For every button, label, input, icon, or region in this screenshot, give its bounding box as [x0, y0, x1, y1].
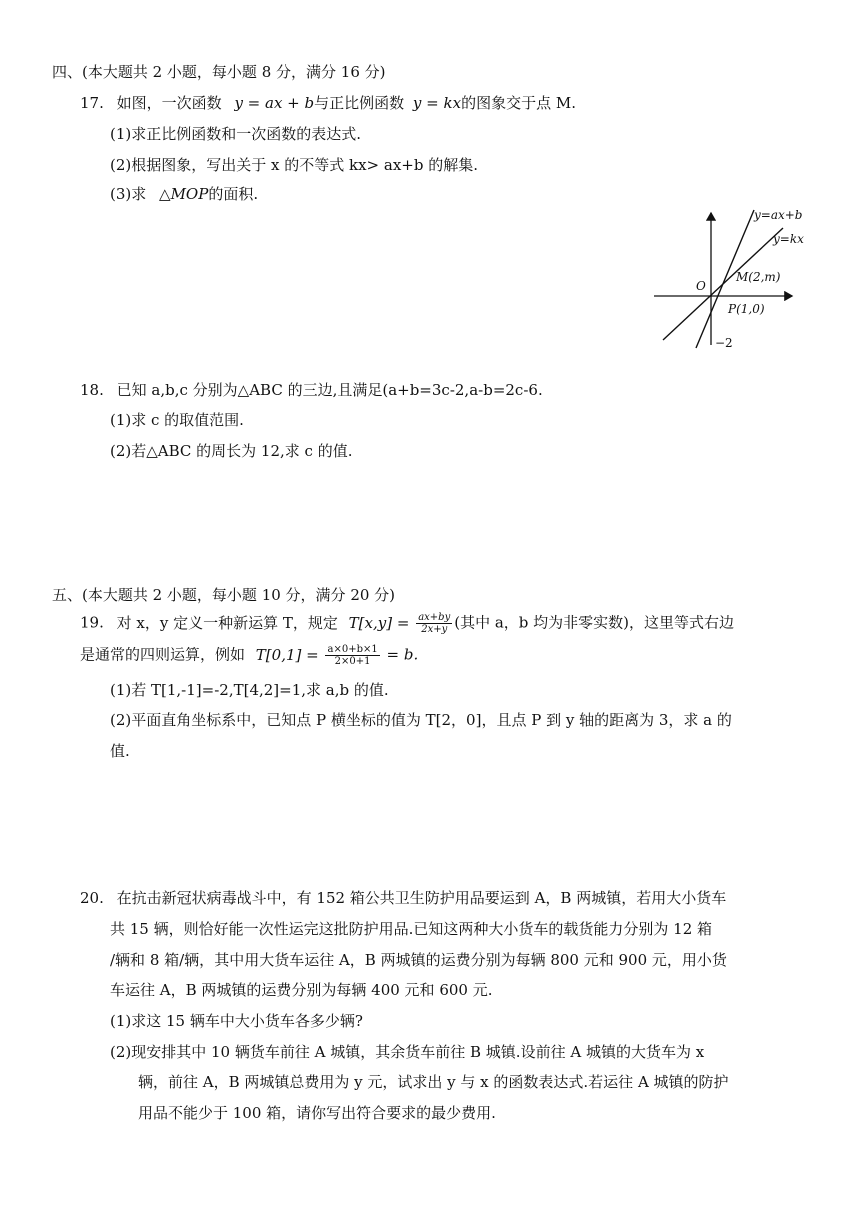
q19-def-lhs: T[x,y] =: [348, 613, 410, 632]
q19-example-fraction: [325, 644, 379, 667]
q17-text-c: 的图象交于点 M.: [461, 94, 576, 112]
q19-example-rhs: = b.: [386, 645, 419, 664]
q19-line-2: [80, 644, 418, 667]
question-18-number: 18.: [80, 381, 104, 399]
q17-part-3: [110, 184, 258, 204]
q17-part-3-text-a: (3)求: [110, 185, 147, 203]
q18-part-1: (1)求 c 的取值范围.: [110, 411, 244, 429]
label-point-p: P(1,0): [728, 302, 765, 316]
label-line-kx: y=kx: [773, 232, 804, 246]
q18-text: 已知 a,b,c 分别为△ABC 的三边,且满足(a+b=3c-2,a-b=2c-6.: [116, 381, 543, 399]
q20-line-2: 共 15 辆，则恰好能一次性运完这批防护用品.已知这两种大小货车的载货能力分别为 12 箱: [110, 920, 713, 938]
q19-def-numerator: ax+by: [418, 612, 451, 623]
q20-part-2-line-1: (2)现安排其中 10 辆货车前往 A 城镇，其余货车前往 B 城镇.设前往 A 城镇的大货车为 x: [110, 1043, 705, 1061]
question-19-number: 19.: [80, 613, 104, 632]
q17-part-3-text-b: 的面积.: [208, 185, 259, 203]
q20-part-2-line-2: 辆，前往 A，B 两城镇总费用为 y 元，试求出 y 与 x 的函数表达式.若运往 A 城镇的防护: [138, 1073, 729, 1091]
question-20-number: 20.: [80, 889, 104, 907]
q19-example-denominator: 2×0+1: [334, 656, 371, 667]
q17-part-2: (2)根据图象，写出关于 x 的不等式 kx> ax+b 的解集.: [110, 156, 479, 174]
label-line-ax-b: y=ax+b: [754, 208, 803, 222]
q20-part-2-line-3: 用品不能少于 100 箱，请你写出符合要求的最少费用.: [138, 1104, 496, 1122]
q19-example-lhs: T[0,1] =: [255, 645, 319, 664]
question-18-stem: [80, 380, 543, 400]
q17-text-b: 与正比例函数: [314, 94, 405, 112]
question-17-stem: [80, 93, 576, 113]
q19-text-b: (其中 a，b 均为非零实数)，这里等式右边: [454, 613, 735, 632]
q18-part-2: (2)若△ABC 的周长为 12,求 c 的值.: [110, 442, 353, 460]
q17-equation-linear: y = ax + b: [234, 94, 315, 112]
q17-equation-proportional: y = kx: [412, 94, 462, 112]
q20-part-1: (1)求这 15 辆车中大小货车各多少辆?: [110, 1012, 363, 1030]
section-5-header: 五、(本大题共 2 小题，每小题 10 分，满分 20 分): [52, 586, 396, 604]
q19-def-fraction: [416, 612, 452, 635]
q19-example-numerator: a×0+b×1: [327, 644, 378, 655]
q20-line-4: 车运往 A，B 两城镇的运费分别为每辆 400 元和 600 元.: [110, 981, 493, 999]
q19-def-denominator: 2x+y: [421, 624, 448, 635]
label-origin: O: [696, 279, 706, 293]
q19-text-a: 对 x，y 定义一种新运算 T，规定: [116, 613, 338, 632]
question-17-number: 17.: [80, 94, 104, 112]
question-19-stem: [80, 612, 734, 635]
label-point-m: M(2,m): [736, 270, 781, 284]
q19-part-1: (1)若 T[1,-1]=-2,T[4,2]=1,求 a,b 的值.: [110, 681, 389, 699]
question-20-line-1: [80, 888, 726, 908]
q17-part-1: (1)求正比例函数和一次函数的表达式.: [110, 125, 362, 143]
q19-part-2-line-1: (2)平面直角坐标系中，已知点 P 横坐标的值为 T[2，0]，且点 P 到 y 轴的距离为 3，求 a 的: [110, 711, 732, 729]
q20-line-3: /辆和 8 箱/辆，其中用大货车运往 A，B 两城镇的运费分别为每辆 800 元和 900 元，用小货: [110, 951, 727, 969]
q19-part-2-line-2: 值.: [110, 742, 130, 760]
section-4-header: 四、(本大题共 2 小题，每小题 8 分，满分 16 分): [52, 63, 386, 81]
label-neg-2: −2: [715, 336, 733, 350]
q19-line-2-text: 是通常的四则运算，例如: [80, 645, 246, 664]
q17-text-a: 如图，一次函数: [116, 94, 222, 112]
q17-function-graph: [648, 205, 813, 350]
q20-line-1-text: 在抗击新冠状病毒战斗中，有 152 箱公共卫生防护用品要运到 A，B 两城镇，若用大小货车: [116, 889, 727, 907]
q17-triangle-mop: △MOP: [159, 185, 209, 203]
